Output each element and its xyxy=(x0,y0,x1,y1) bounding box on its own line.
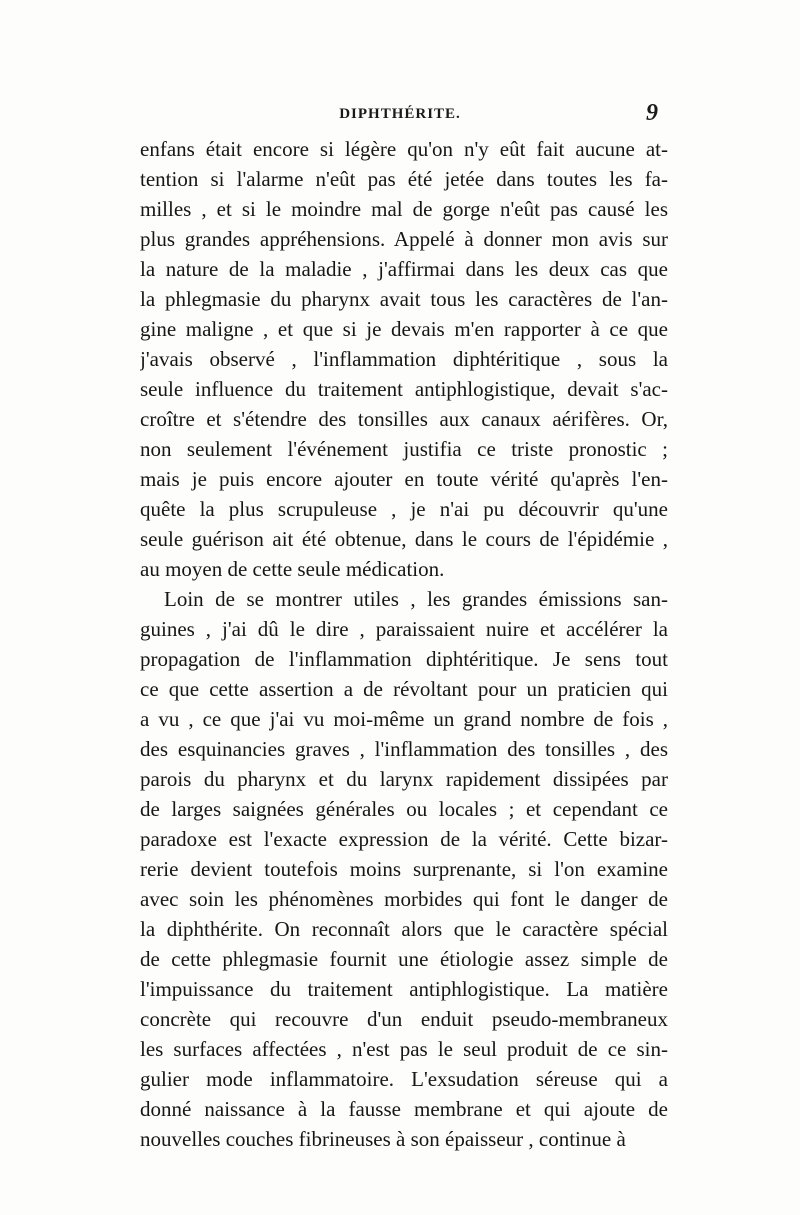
text-line: de larges saignées générales ou locales ; et cependant ce xyxy=(140,797,668,821)
text-line: la diphthérite. On reconnaît alors que le caractère spécial xyxy=(140,917,668,941)
running-head xyxy=(140,100,660,130)
text-line: enfans était encore si légère qu'on n'y eût fait aucune at- xyxy=(140,137,668,161)
body-text xyxy=(140,134,668,1154)
running-title: DIPHTHÉRITE. xyxy=(339,106,461,122)
text-line: nouvelles couches fibrineuses à son épaisseur , continue à xyxy=(140,1127,626,1151)
text-line: gine maligne , et que si je devais m'en rapporter à ce que xyxy=(140,317,668,341)
text-line: croître et s'étendre des tonsilles aux canaux aérifères. Or, xyxy=(140,407,668,431)
text-line: la phlegmasie du pharynx avait tous les caractères de l'an- xyxy=(140,287,668,311)
text-line: seule guérison ait été obtenue, dans le cours de l'épidémie , xyxy=(140,527,668,551)
text-line: des esquinancies graves , l'inflammation des tonsilles , des xyxy=(140,737,668,761)
text-line: Loin de se montrer utiles , les grandes émissions san- xyxy=(164,587,668,611)
text-line: non seulement l'événement justifia ce triste pronostic ; xyxy=(140,437,668,461)
text-line: j'avais observé , l'inflammation diphtéritique , sous la xyxy=(140,347,668,371)
text-line: plus grandes appréhensions. Appelé à donner mon avis sur xyxy=(140,227,668,251)
text-line: ce que cette assertion a de révoltant pour un praticien qui xyxy=(140,677,668,701)
text-line: donné naissance à la fausse membrane et qui ajoute de xyxy=(140,1097,668,1121)
text-line: guines , j'ai dû le dire , paraissaient nuire et accélérer la xyxy=(140,617,668,641)
text-line: concrète qui recouvre d'un enduit pseudo-membraneux xyxy=(140,1007,668,1031)
text-line: l'impuissance du traitement antiphlogistique. La matière xyxy=(140,977,668,1001)
text-line: rerie devient toutefois moins surprenante, si l'on examine xyxy=(140,857,668,881)
text-line: au moyen de cette seule médication. xyxy=(140,557,445,581)
text-line: milles , et si le moindre mal de gorge n'eût pas causé les xyxy=(140,197,668,221)
text-line: a vu , ce que j'ai vu moi-même un grand nombre de fois , xyxy=(140,707,668,731)
text-line: propagation de l'inflammation diphtéritique. Je sens tout xyxy=(140,647,668,671)
text-line: paradoxe est l'exacte expression de la vérité. Cette bizar- xyxy=(140,827,668,851)
text-line: gulier mode inflammatoire. L'exsudation séreuse qui a xyxy=(140,1067,668,1091)
text-line: quête la plus scrupuleuse , je n'ai pu découvrir qu'une xyxy=(140,497,668,521)
text-line: avec soin les phénomènes morbides qui font le danger de xyxy=(140,887,668,911)
text-line: de cette phlegmasie fournit une étiologie assez simple de xyxy=(140,947,668,971)
page-number: 9 xyxy=(646,100,658,126)
text-line: parois du pharynx et du larynx rapidement dissipées par xyxy=(140,767,668,791)
text-line: la nature de la maladie , j'affirmai dans les deux cas que xyxy=(140,257,668,281)
text-line: mais je puis encore ajouter en toute vérité qu'après l'en- xyxy=(140,467,668,491)
text-line: les surfaces affectées , n'est pas le seul produit de ce sin- xyxy=(140,1037,668,1061)
text-line: seule influence du traitement antiphlogistique, devait s'ac- xyxy=(140,377,668,401)
text-line: tention si l'alarme n'eût pas été jetée dans toutes les fa- xyxy=(140,167,668,191)
